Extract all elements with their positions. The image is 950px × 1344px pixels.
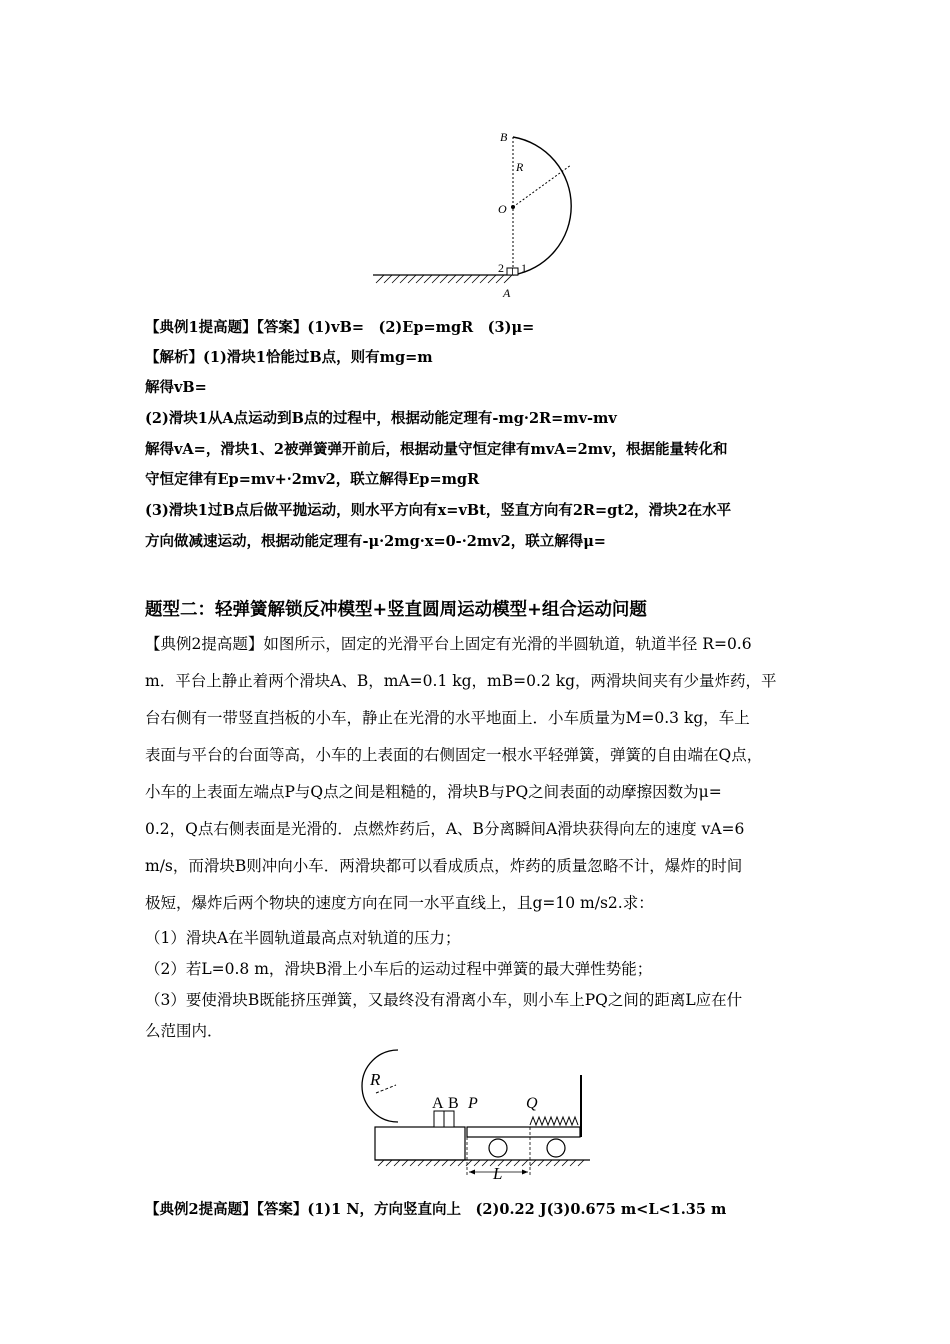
label-O: O bbox=[498, 202, 507, 216]
ex2-para-2: m．平台上静止着两个滑块A、B，mA=0.1 kg，mB=0.2 kg，两滑块间夹有少量炸药，平 bbox=[145, 672, 777, 690]
spring bbox=[530, 1117, 578, 1125]
block-B bbox=[444, 1111, 454, 1127]
ex2-para-4: 表面与平台的台面等高，小车的上表面的右侧固定一根水平轻弹簧，弹簧的自由端在Q点， bbox=[145, 746, 763, 764]
label-B: B bbox=[500, 130, 508, 144]
label-1: 1 bbox=[521, 261, 527, 275]
wheel-right bbox=[547, 1139, 565, 1157]
label-B: B bbox=[448, 1095, 459, 1112]
ex2-para-8: 极短，爆炸后两个物块的速度方向在同一水平直线上，且g=10 m/s2.求： bbox=[145, 894, 654, 912]
ex1-analysis-2: 解得vB= bbox=[145, 379, 207, 396]
ex2-para-5: 小车的上表面左端点P与Q点之间是粗糙的，滑块B与PQ之间表面的动摩擦因数为μ= bbox=[145, 783, 722, 801]
ex2-question-3a: （3）要使滑块B既能挤压弹簧，又最终没有滑离小车，则小车上PQ之间的距离L应在什 bbox=[145, 991, 743, 1009]
ex2-para-1: 【典例2提高题】如图所示，固定的光滑平台上固定有光滑的半圆轨道，轨道半径 R=0.6 bbox=[145, 635, 752, 653]
semicircle-arc bbox=[513, 137, 571, 275]
ground-hatch bbox=[376, 275, 512, 283]
ex2-question-2: （2）若L=0.8 m，滑块B滑上小车后的运动过程中弹簧的最大弹性势能； bbox=[145, 960, 653, 978]
label-A: A bbox=[503, 286, 511, 300]
label-2: 2 bbox=[498, 261, 504, 275]
ex1-analysis-4: 解得vA=，滑块1、2被弹簧弹开前后，根据动量守恒定律有mvA=2mv，根据能量转化和 bbox=[145, 441, 728, 458]
cart-spring-figure bbox=[350, 1045, 600, 1185]
label-Q: Q bbox=[526, 1095, 538, 1112]
ex2-para-3: 台右侧有一带竖直挡板的小车，静止在光滑的水平地面上．小车质量为M=0.3 kg，车上 bbox=[145, 709, 750, 727]
wheel-left bbox=[489, 1139, 507, 1157]
ex2-para-7: m/s，而滑块B则冲向小车．两滑块都可以看成质点，炸药的质量忽略不计，爆炸的时间 bbox=[145, 857, 743, 875]
label-A: A bbox=[432, 1095, 444, 1112]
ex1-analysis-1: 【解析】(1)滑块1恰能过B点，则有mg=m bbox=[145, 349, 433, 366]
ex2-para-6: 0.2，Q点右侧表面是光滑的．点燃炸药后，A、B分离瞬间A滑块获得向左的速度 vA=6 bbox=[145, 820, 745, 838]
label-R: R bbox=[370, 1070, 381, 1089]
ex1-analysis-7: 方向做减速运动，根据动能定理有-μ·2mg·x=0-·2mv2，联立解得μ= bbox=[145, 533, 606, 550]
cart-body bbox=[467, 1127, 580, 1137]
semicircle-track-figure bbox=[368, 125, 608, 300]
ex1-answer: 【典例1提高题】【答案】(1)vB= (2)Ep=mgR (3)μ= bbox=[145, 319, 535, 336]
section-title: 题型二：轻弹簧解锁反冲模型+竖直圆周运动模型+组合运动问题 bbox=[145, 600, 647, 620]
platform bbox=[375, 1127, 465, 1160]
ex2-answer: 【典例2提高题】【答案】(1)1 N，方向竖直向上 (2)0.22 J(3)0.675 m<L<1.35 m bbox=[145, 1201, 727, 1218]
ex1-analysis-6: (3)滑块1过B点后做平抛运动，则水平方向有x=vBt，竖直方向有2R=gt2，滑块2在水平 bbox=[145, 502, 732, 519]
label-P: P bbox=[468, 1095, 478, 1112]
ex1-analysis-3: (2)滑块1从A点运动到B点的过程中，根据动能定理有-mg·2R=mv-mv bbox=[145, 410, 617, 427]
ex2-question-1: （1）滑块A在半圆轨道最高点对轨道的压力； bbox=[145, 929, 461, 947]
center-point bbox=[511, 205, 515, 209]
ground-hatch bbox=[378, 1160, 584, 1166]
block-A bbox=[434, 1111, 444, 1127]
label-L: L bbox=[493, 1164, 503, 1183]
ex2-question-3b: 么范围内． bbox=[145, 1022, 223, 1040]
label-R: R bbox=[516, 160, 524, 174]
ex1-analysis-5: 守恒定律有Ep=mv+·2mv2，联立解得Ep=mgR bbox=[145, 471, 480, 488]
